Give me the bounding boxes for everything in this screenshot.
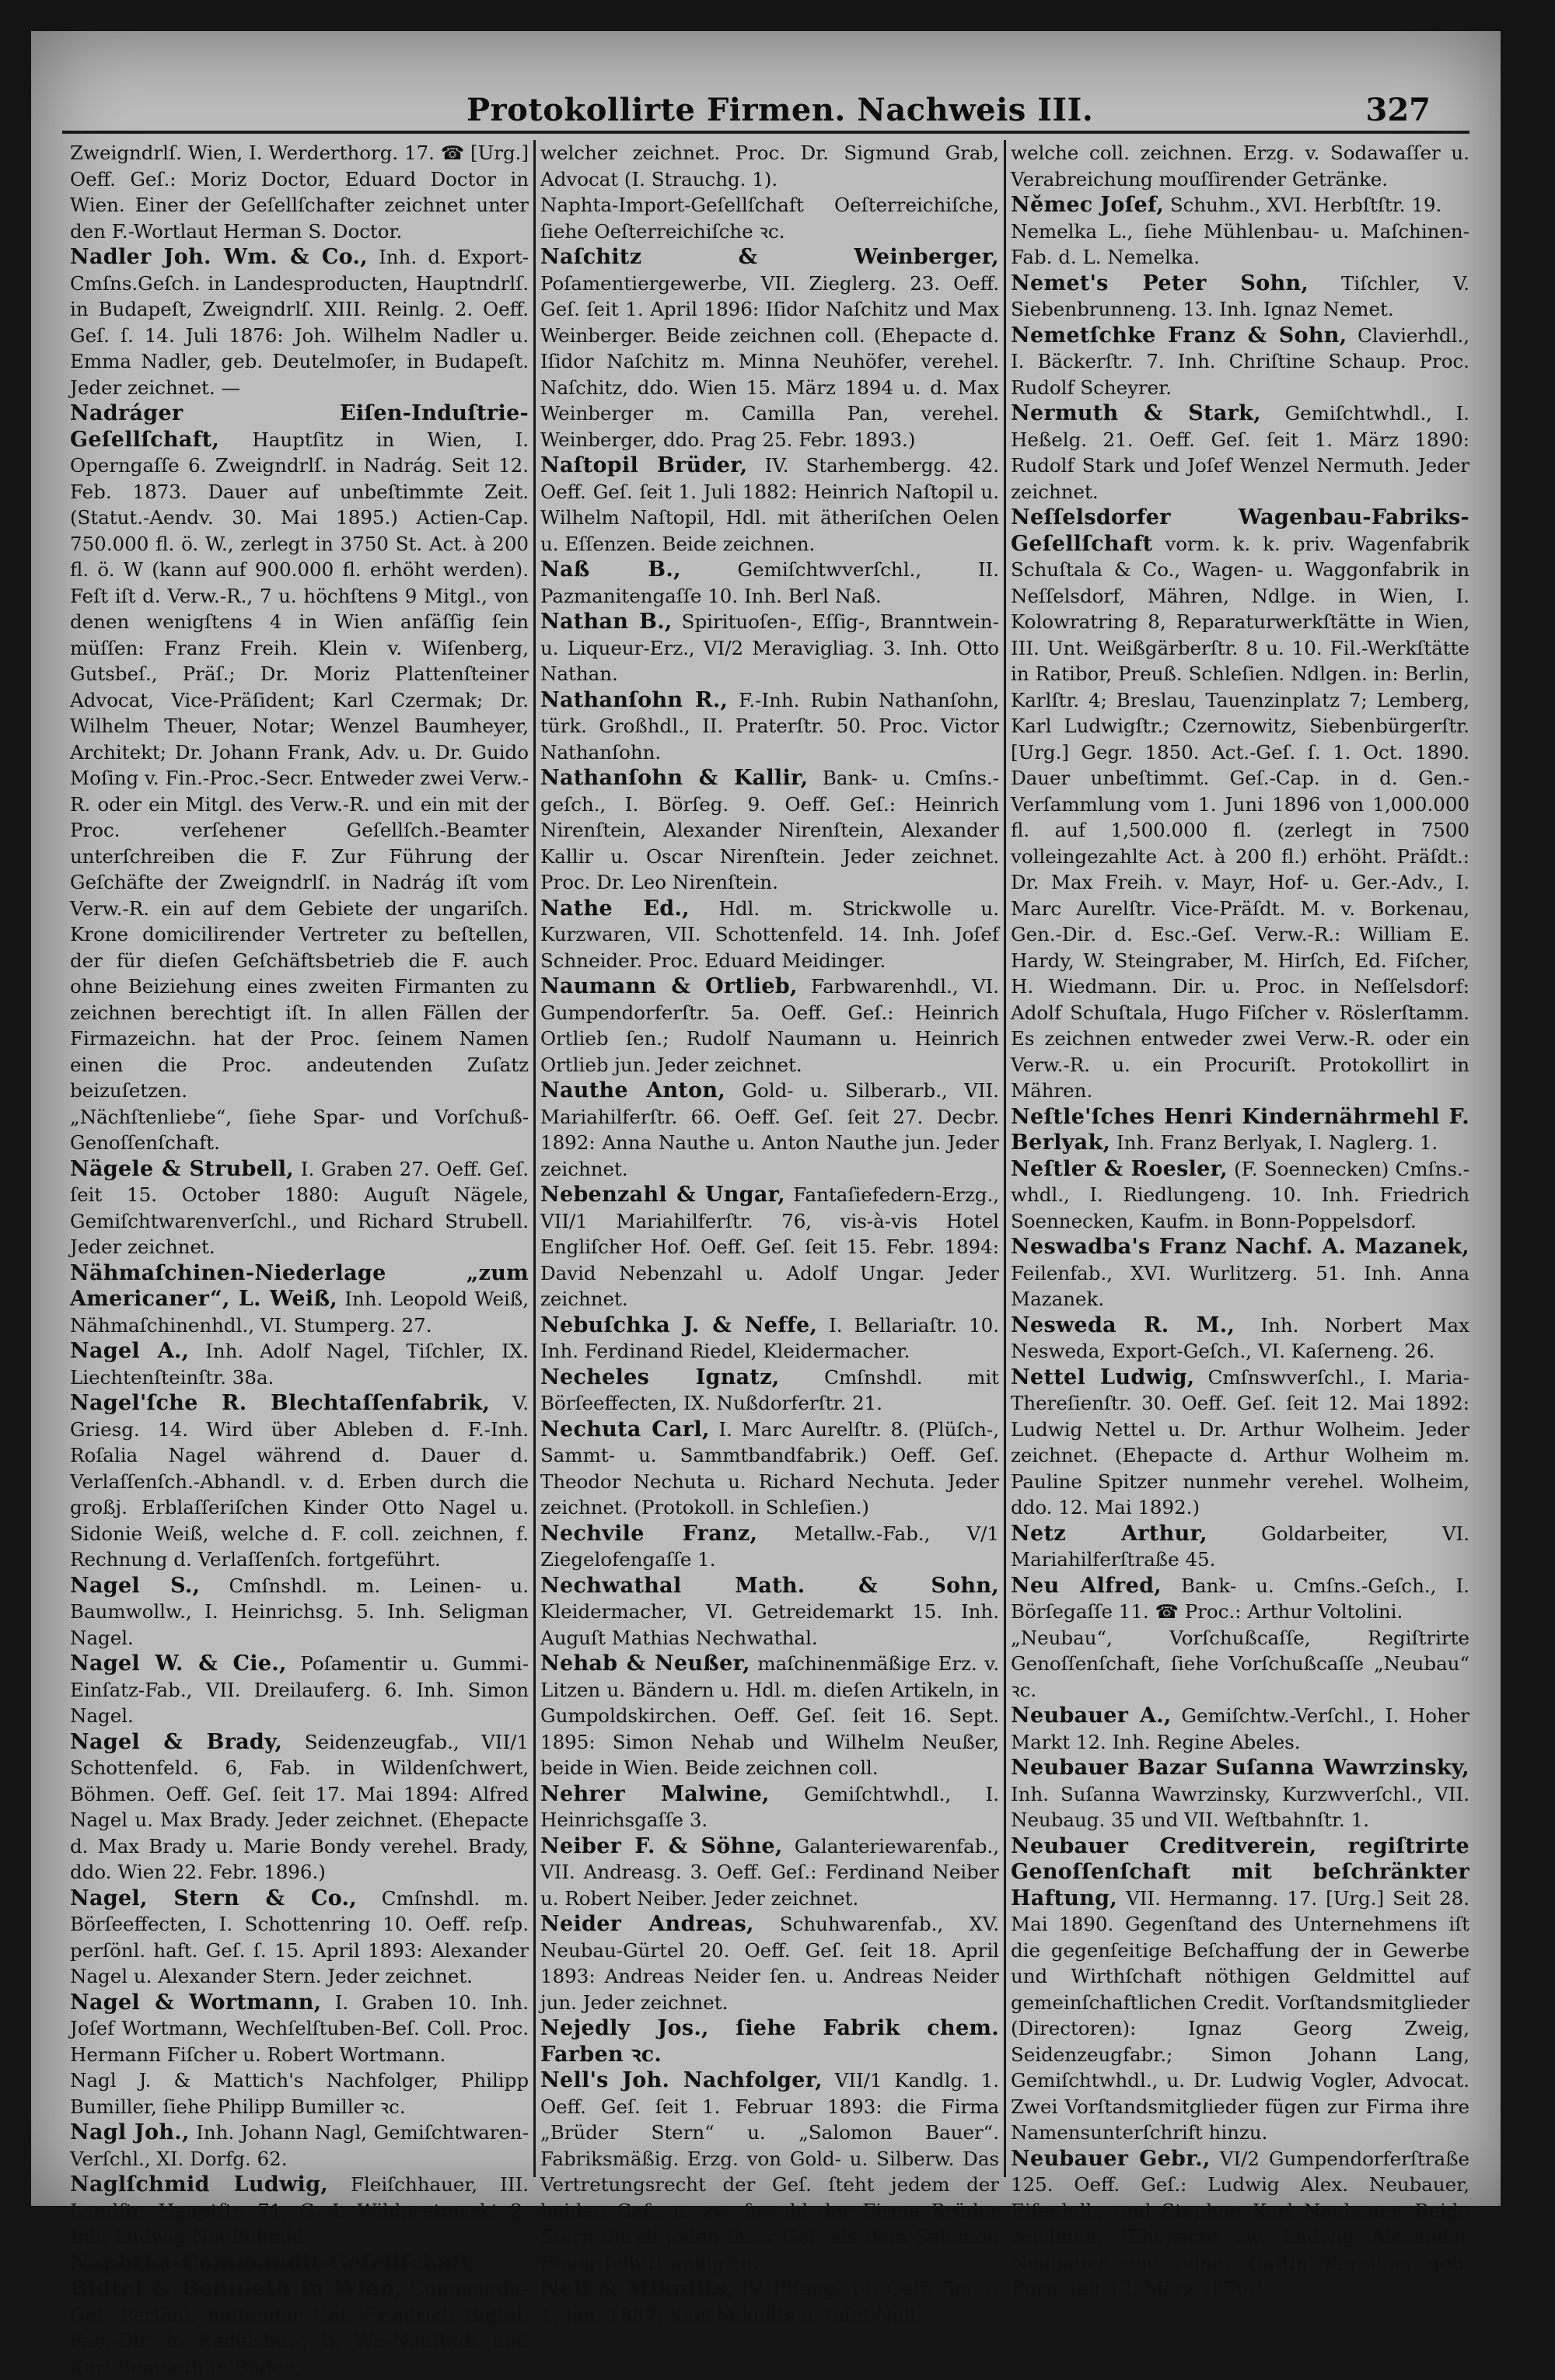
directory-entry [70, 2250, 529, 2380]
entry-detail: Cmſnshdl. m. Leinen- u. Baumwollw., I. Heinrichsg. 5. Inh. Seligman Nagel. [70, 1574, 529, 1649]
firm-name: Němec Joſef, [1011, 193, 1164, 217]
directory-entry [70, 1156, 529, 1260]
directory-entry [70, 2120, 529, 2172]
firm-name: Nemet's Peter Sohn, [1011, 271, 1309, 295]
firm-name: Nagel A., [70, 1339, 189, 1363]
directory-entry [1011, 1625, 1469, 1704]
directory-entry [1011, 2146, 1469, 2302]
entry-detail: Inh. Adolf Nagel, Tiſchler, IX. Liechtenſteinſtr. 38a. [70, 1340, 529, 1389]
column-separator [1004, 140, 1006, 2177]
directory-entry [540, 2276, 999, 2328]
directory-entry [70, 1885, 529, 1990]
columns-container [70, 140, 1469, 2177]
directory-entry [540, 1833, 999, 1912]
directory-entry [70, 244, 529, 400]
entry-detail: Inh. d. Export-Cmſns.Geſch. in Landesproducten, Hauptndrlſ. in Budapeſt, Zweigndrlſ. XIII. Reinlg. 2. Oeff. Geſ. ſ. 14. Juli 1876: Joh. Wilhelm Nadler u. Emma Nadler, geb. Deutelmoſer, in Budapeſt. Jeder zeichnet. — [70, 246, 529, 399]
firm-name: Nejedly Jos., ſiehe Fabrik chem. Farben ꝛc. [540, 2016, 999, 2067]
directory-entry [1011, 323, 1469, 401]
entry-detail: Metallw.-Fab., V/1 Ziegelofengaſſe 1. [540, 1522, 999, 1571]
firm-name: Nechwathal Math. & Sohn, [540, 1574, 999, 1598]
directory-entry [540, 1182, 999, 1312]
directory-entry [540, 244, 999, 453]
entry-detail: I. Graben 10. Inh. Joſef Wortmann, Wechſelſtuben-Beſ. Coll. Proc. Hermann Fiſcher u. Robert Wortmann. [70, 1991, 529, 2066]
firm-name: Nehrer Malwine, [540, 1782, 770, 1806]
directory-entry [1011, 1573, 1469, 1625]
firm-name: Nechuta Carl, [540, 1417, 710, 1442]
firm-name: Netz Arthur, [1011, 1522, 1207, 1546]
entry-detail: Inh. Franz Berlyak, I. Naglerg. 1. [1116, 1131, 1438, 1154]
entry-detail: Inh. Suſanna Wawrzinsky, Kurzwverſchl., VII. Neubaug. 35 und VII. Weſtbahnſtr. 1. [1011, 1783, 1469, 1832]
entry-detail: Nemelka L., ſiehe Mühlenbau- u. Maſchinen-Fab. d. L. Nemelka. [1011, 220, 1469, 269]
entry-detail: Schuhwarenfab., XV. Neubau-Gürtel 20. Oeff. Geſ. ſeit 18. April 1893: Andreas Neider ſen. u. Andreas Neider jun. Jeder zeichnet. [540, 1913, 999, 2014]
firm-name: Nemetſchke Franz & Sohn, [1011, 323, 1347, 348]
column-1 [70, 140, 529, 2177]
directory-entry [1011, 1703, 1469, 1755]
entry-detail: VII. Hermanng. 17. [Urg.] Seit 28. Mai 1890. Gegenſtand des Unternehmens iſt die gegenſeitige Beſchaffung der in Gewerbe und Wirthſchaft nöthigen Geldmittel auf gemeinſchaftlichen Credit. Vorſtandsmitglieder (Directoren): Ignaz Georg Zweig, Seidenzeugfabr.; Simon Johann Lang, Gemiſchtwhdl., u. Dr. Ludwig Vogler, Advocat. Zwei Vorſtandsmitglieder fügen zur Firma ihre Namensunterſchrift hinzu. [1011, 1887, 1469, 2144]
directory-entry [1011, 218, 1469, 271]
entry-detail: F.-Inh. Rubin Nathanſohn, türk. Großhdl., II. Praterſtr. 50. Proc. Victor Nathanſohn. [540, 689, 999, 764]
entry-detail: Naphta-Import-Geſellſchaft Oeſterreichiſche, ſiehe Oeſterreichiſche ꝛc. [540, 194, 999, 243]
directory-entry [540, 1781, 999, 1833]
directory-entry [1011, 505, 1469, 1104]
entry-detail: Nagl J. & Mattich's Nachfolger, Philipp Bumiller, ſiehe Philipp Bumiller ꝛc. [70, 2069, 529, 2118]
firm-name: Nagel W. & Cie., [70, 1651, 287, 1676]
directory-entry [70, 1651, 529, 1729]
entry-detail: Schuhm., XVI. Herbſtſtr. 19. [1170, 194, 1441, 216]
entry-detail: Poſamentiergewerbe, VII. Zieglerg. 23. Oeff. Geſ. ſeit 1. April 1896: Iſidor Naſchitz und Max Weinberger. Beide zeichnen coll. (Ehepacte d. Iſidor Naſchitz m. Minna Neuhöfer, verehel. Naſchitz, ddo. Wien 15. März 1894 u. d. Max Weinberger m. Camilla Pan, verehel. Weinberger, ddo. Prag 25. Febr. 1893.) [540, 272, 999, 451]
firm-name: Nettel Ludwig, [1011, 1365, 1195, 1389]
directory-entry [70, 1729, 529, 1885]
page-number: 327 [1366, 92, 1431, 128]
firm-name: Nähmaſchinen-Niederlage „zum Americaner“, L. Weiß, [70, 1261, 529, 1312]
entry-detail: Gemiſchtwhdl., I. Heßelg. 21. Oeff. Geſ. ſeit 1. März 1890: Rudolf Stark und Joſef Wenzel Nermuth. Jeder zeichnet. [1011, 402, 1469, 503]
entry-detail: Seidenzeugfab., VII/1 Schottenfeld. 6, Fab. in Wildenſchwert, Böhmen. Oeff. Geſ. ſeit 17. Mai 1894: Alfred Nagel u. Max Brady. Jeder zeichnet. (Ehepacte d. Max Brady u. Marie Bondy verehel. Brady, ddo. Wien 22. Febr. 1896.) [70, 1731, 529, 1884]
directory-entry [540, 2067, 999, 2276]
firm-name: Nechvile Franz, [540, 1522, 757, 1546]
directory-entry [540, 687, 999, 766]
entry-detail: Inh. Johann Nagl, Gemiſchtwaren-Verſchl., XI. Dorfg. 62. [70, 2121, 529, 2170]
entry-detail: I. Graben 27. Oeff. Geſ. ſeit 15. October 1880: Auguſt Nägele, Gemiſchtwarenverſchl., und Richard Strubell. Jeder zeichnet. [70, 1158, 529, 1259]
entry-detail: Gemiſchtw.-Verſchl., I. Hoher Markt 12. Inh. Regine Abeles. [1011, 1704, 1469, 1753]
directory-entry [540, 2015, 999, 2067]
firm-name: Naphtha-Commandit-Geſellſchaft Bidtel & Benuleth in Wien, [70, 2251, 471, 2301]
firm-name: Nagel, Stern & Co., [70, 1886, 357, 1910]
page-title: Protokollirte Firmen. Nachweis III. [466, 92, 1093, 128]
firm-name: Neubauer Creditverein, regiſtrirte Genoſſenſchaft mit beſchränkter Haftung, [1011, 1834, 1469, 1910]
directory-entry [540, 1417, 999, 1521]
directory-entry [1011, 1833, 1469, 2146]
firm-name: Nagl Joh., [70, 2120, 190, 2144]
entry-detail: welcher zeichnet. Proc. Dr. Sigmund Grab, Advocat (I. Strauchg. 1). [540, 142, 999, 190]
firm-name: Naumann & Ortlieb, [540, 974, 798, 998]
directory-entry [540, 453, 999, 557]
entry-detail: Kleidermacher, VI. Getreidemarkt 15. Inh. Auguſt Mathias Nechwathal. [540, 1600, 999, 1649]
entry-detail: „Neubau“, Vorſchußcaſſe, Regiſtrirte Genoſſenſchaft, ſiehe Vorſchußcaſſe „Neubau“ ꝛc. [1011, 1627, 1469, 1701]
firm-name: Neu Alfred, [1011, 1574, 1162, 1598]
entry-detail: I. Marc Aurelſtr. 8. (Plüſch-, Sammt- u. Sammtbandfabrik.) Oeff. Geſ. Theodor Nechuta u. Richard Nechuta. Jeder zeichnet. (Protokoll. in Schleſien.) [540, 1418, 999, 1519]
firm-name: Nebuſchka J. & Neffe, [540, 1313, 817, 1337]
directory-entry [540, 1911, 999, 2015]
entry-detail: Hauptſitz in Wien, I. Operngaſſe 6. Zweigndrlſ. in Nadrág. Seit 12. Feb. 1873. Dauer auf unbeſtimmte Zeit. (Statut.-Aendv. 30. Mai 1895.) Actien-Cap. 750.000 fl. ö. W., zerlegt in 3750 St. Act. à 200 fl. ö. W (kann auf 900.000 fl. erhöht werden). Feſt iſt d. Verw.-R., 7 u. höchſtens 9 Mitgl., von denen wenigſtens 4 in Wien anſäſſig ſein müſſen: Franz Freih. Klein v. Wiſenberg, Gutsbeſ., Präſ.; Dr. Moriz Plattenſteiner Advocat, Vice-Präſident; Karl Czermak; Dr. Wilhelm Theuer, Notar; Wenzel Baumheyer, Architekt; Dr. Johann Frank, Adv. u. Dr. Guido Moſing v. Fin.-Proc.-Secr. Entweder zwei Verw.-R. oder ein Mitgl. des Verw.-R. und ein mit der Proc. verſehener Geſellſch.-Beamter unterſchreiben die F. Zur Führung der Geſchäfte der Zweigndrlſ. in Nadrág iſt vom Verw.-R. ein auf dem Gebiete der ungariſch. Krone domicilirender Vertreter zu beſtellen, der für dieſen Geſchäftsbetrieb die F. auch ohne Beiziehung eines zweiten Firmanten zu zeichnen berechtigt iſt. In allen Fällen der Firmazeichn. hat der Proc. ſeinem Namen einen die Proc. andeutenden Zuſatz beizuſetzen. [70, 428, 529, 1103]
entry-detail: Hdl. m. Strickwolle u. Kurzwaren, VII. Schottenfeld. 14. Inh. Joſef Schneider. Proc. Eduard Meidinger. [540, 897, 999, 972]
entry-detail: VI/2 Gumpendorferſtraße 125. Oeff. Geſ.: Ludwig Alex. Neubauer, Eiſenhdl., und Stephan Karl Neubauer. Beide zeichnen. (Ehepacte zw. Ludwig Alexander Neubauer und ſeiner Gattin Karoline, geb. Born, ſeit 12. März 1876.) [1011, 2148, 1469, 2301]
firm-name: Neſſelsdorfer Wagenbau-Fabriks-Geſellſchaft [1011, 505, 1469, 556]
document-page [31, 31, 1501, 2206]
entry-detail: V. Griesg. 14. Wird über Ableben d. F.-Inh. Roſalia Nagel während d. Dauer d. Verlaſſenſch.-Abhandl. v. d. Erben durch die großj. Erblaſſeriſchen Kinder Otto Nagel u. Sidonie Weiß, welche d. F. coll. zeichnen, f. Rechnung d. Verlaſſenſch. fortgeführt. [70, 1392, 529, 1571]
firm-name: Nathe Ed., [540, 896, 690, 921]
entry-detail: Gold- u. Silberarb., VII. Mariahilferſtr. 66. Oeff. Geſ. ſeit 27. Decbr. 1892: Anna Nauthe u. Anton Nauthe jun. Jeder zeichnet. [540, 1079, 999, 1180]
firm-name: Neubauer A., [1011, 1704, 1172, 1728]
directory-entry [70, 140, 529, 244]
directory-entry [70, 2172, 529, 2250]
entry-detail: Feilenfab., XVI. Wurlitzerg. 51. Inh. Anna Mazanek. [1011, 1262, 1469, 1311]
directory-entry [540, 1078, 999, 1182]
directory-entry [70, 2067, 529, 2120]
directory-entry [70, 1390, 529, 1573]
directory-entry [1011, 140, 1469, 192]
firm-name: Neſtle'ſches Henri Kindernährmehl F. Berlyak, [1011, 1105, 1469, 1155]
entry-detail: IV. Starhembergg. 42. Oeff. Geſ. ſeit 1. Juli 1882: Heinrich Naſtopil u. Wilhelm Naſtopil, Hdl. mit ätheriſchen Oelen u. Eſſenzen. Beide zeichnen. [540, 454, 999, 555]
directory-entry [1011, 1521, 1469, 1573]
entry-detail: Inh. Norbert Max Nesweda, Export-Geſch., VI. Kaſerneng. 26. [1011, 1314, 1469, 1363]
column-3 [1011, 140, 1469, 2177]
directory-entry [70, 400, 529, 1104]
firm-name: Nadler Joh. Wm. & Co., [70, 245, 368, 269]
entry-detail: Fleiſchhauer, III. Landſtr. Hauptſtr. 71, G. I. Wildpretmarkt 2. Inh. Ludwig Naglſchmid. [70, 2173, 529, 2248]
firm-name: Nauthe Anton, [540, 1078, 725, 1103]
entry-detail: Gemiſchtwverſchl., II. Pazmanitengaſſe 10. Inh. Berl Naß. [540, 558, 999, 607]
firm-name: Nadráger Eiſen-Induſtrie-Geſellſchaft, [70, 401, 529, 452]
firm-name: Naſtopil Brüder, [540, 453, 748, 477]
directory-entry [540, 1651, 999, 1781]
directory-entry [70, 1573, 529, 1651]
entry-detail: Clavierhdl., I. Bäckerſtr. 7. Inh. Chriſtine Schaup. Proc. Rudolf Scheyrer. [1011, 324, 1469, 399]
entry-detail: Bank- u. Cmſns.-geſch., I. Börſeg. 9. Oeff. Geſ.: Heinrich Nirenſtein, Alexander Nirenſtein, Alexander Kallir u. Oscar Nirenſtein. Jeder zeichnet. Proc. Dr. Leo Nirenſtein. [540, 767, 999, 893]
directory-entry [1011, 192, 1469, 218]
entry-detail: Cmſnswverſchl., I. Maria-Thereſienſtr. 30. Oeff. Geſ. ſeit 12. Mai 1892: Ludwig Nettel u. Dr. Arthur Wolheim. Jeder zeichnet. (Ehepacte d. Arthur Wolheim m. Pauline Spitzer nunmehr verehel. Wolheim, ddo. 12. Mai 1892.) [1011, 1366, 1469, 1519]
firm-name: Nebenzahl & Ungar, [540, 1183, 785, 1207]
column-separator [533, 140, 536, 2177]
directory-entry [70, 1104, 529, 1156]
directory-entry [540, 896, 999, 974]
directory-entry [70, 1260, 529, 1339]
entry-detail: vorm. k. k. priv. Wagenfabrik Schuſtala & Co., Wagen- u. Waggonfabrik in Neſſelsdorf, Mähren, Ndlge. in Wien, I. Kolowratring 8, Reparaturwerkſtätte in Wien, III. Unt. Weißgärberſtr. 8 u. 10. Fil.-Werkſtätte in Ratibor, Preuß. Schleſien. Ndlgen. in: Berlin, Karlſtr. 4; Breslau, Tauenzinplatz 7; Lemberg, Karl Ludwigſtr.; Czernowitz, Siebenbürgerſtr. [Urg.] Gegr. 1850. Act.-Geſ. ſ. 1. Oct. 1890. Dauer unbeſtimmt. Geſ.-Cap. in d. Gen.-Verſammlung vom 1. Juni 1896 von 1,000.000 fl. auf 1,500.000 fl. (zerlegt in 7500 volleingezahlte Act. à 200 fl.) erhöht. Präſdt.: Dr. Max Freih. v. Mayr, Hof- u. Ger.-Adv., I. Marc Aurelſtr. Vice-Präſdt. M. v. Borkenau, Gen.-Dir. d. Esc.-Geſ. Verw.-R.: William E. Hardy, W. Steingraber, M. Hirſch, Ed. Fiſcher, H. Wiedmann. Dir. u. Proc. in Neſſelsdorf: Adolf Schuſtala, Hugo Fiſcher v. Röslerſtamm. Es zeichnen entweder zwei Verw.-R. oder ein Verw.-R. u. ein Procuriſt. Protokollirt in Mähren. [1011, 533, 1469, 1103]
entry-detail: I. Bellariaſtr. 10. Inh. Ferdinand Riedel, Kleidermacher. [540, 1314, 999, 1363]
firm-name: Neubauer Bazar Suſanna Wawrzinsky, [1011, 1756, 1469, 1780]
entry-detail: Zweigndrlſ. Wien, I. Werderthorg. 17. ☎ [Urg.] Oeff. Geſ.: Moriz Doctor, Eduard Doctor in Wien. Einer der Geſellſchafter zeichnet unter den F.-Wortlaut Herman S. Doctor. [70, 142, 529, 243]
directory-entry [1011, 1234, 1469, 1312]
entry-detail: Inh. Leopold Weiß, Nähmaſchinenhdl., VI. Stumperg. 27. [70, 1288, 529, 1337]
directory-entry [70, 1338, 529, 1390]
entry-detail: Fantaſiefedern-Erzg., VII/1 Mariahilferſtr. 76, vis-à-vis Hotel Engliſcher Hof. Oeff. Geſ. ſeit 15. Febr. 1894: David Nebenzahl u. Adolf Ungar. Jeder zeichnet. [540, 1183, 999, 1310]
firm-name: Naſchitz & Weinberger, [540, 245, 999, 269]
firm-name: Naß B., [540, 557, 681, 582]
entry-detail: IV. Eiſeng. 14. Oeff. Geſ. ſ. 1. Jan. 1887: Karl Mikulits u. Joſef Nell, [540, 2277, 999, 2326]
firm-name: Necheles Ignatz, [540, 1365, 780, 1389]
firm-name: Nehab & Neußer, [540, 1651, 750, 1676]
firm-name: Nagel S., [70, 1574, 200, 1598]
header-rule [62, 131, 1469, 134]
directory-entry [1011, 1365, 1469, 1521]
entry-detail: „Nächſtenliebe“, ſiehe Spar- und Vorſchuß-Genoſſenſchaft. [70, 1106, 529, 1155]
entry-detail: Cmſnshdl. m. Börſeeffecten, I. Schottenring 10. Oeff. reſp. perſönl. haft. Geſ. ſ. 15. April 1893: Alexander Nagel u. Alexander Stern. Jeder zeichnet. [70, 1887, 529, 1988]
firm-name: Nathanſohn R., [540, 688, 728, 712]
directory-entry [540, 1521, 999, 1573]
firm-name: Neider Andreas, [540, 1912, 754, 1936]
entry-detail: maſchinenmäßige Erz. v. Litzen u. Bändern u. Hdl. m. dieſen Artikeln, in Gumpoldskirchen. Oeff. Geſ. ſeit 16. Sept. 1895: Simon Nehab und Wilhelm Neußer, beide in Wien. Beide zeichnen coll. [540, 1652, 999, 1779]
entry-detail: welche coll. zeichnen. Erzg. v. Sodawaſſer u. Verabreichung mouſſirender Getränke. [1011, 142, 1469, 190]
firm-name: Nagel & Brady, [70, 1730, 282, 1754]
firm-name: Neiber F. & Söhne, [540, 1834, 783, 1858]
entry-detail: Poſamentir u. Gummi-Einſatz-Fab., VII. Dreilauferg. 6. Inh. Simon Nagel. [70, 1652, 529, 1727]
directory-entry [1011, 271, 1469, 323]
firm-name: Nathanſohn & Kallir, [540, 766, 808, 790]
entry-detail: Galanteriewarenfab., VII. Andreasg. 3. Oeff. Geſ.: Ferdinand Neiber u. Robert Neiber. Jeder zeichnet. [540, 1835, 999, 1910]
firm-name: Neſtler & Roesler, [1011, 1157, 1228, 1181]
directory-entry [540, 557, 999, 609]
firm-name: Neubauer Gebr., [1011, 2147, 1211, 2171]
firm-name: Nell & Mikulits, [540, 2277, 734, 2301]
entry-detail: Goldarbeiter, VI. Mariahilferſtraße 45. [1011, 1522, 1469, 1571]
entry-detail: (F. Soennecken) Cmſns.-whdl., I. Riedlungeng. 10. Inh. Friedrich Soennecken, Kaufm. in Bonn-Poppelsdorf. [1011, 1158, 1469, 1232]
directory-entry [70, 1990, 529, 2068]
entry-detail: Commandit-Geſ. Perſönl. haftender Geſ. Friedrich Bidtel, Fab.-Dir. in Radelsburg b. Wr.-Neuſtadt und Karl Benuleth in Baden, [70, 2277, 529, 2378]
entry-detail: Farbwarenhdl., VI. Gumpendorferſtr. 5a. Oeff. Geſ.: Heinrich Ortlieb ſen.; Rudolf Naumann u. Heinrich Ortlieb jun. Jeder zeichnet. [540, 975, 999, 1076]
firm-name: Nesweda R. M., [1011, 1313, 1235, 1337]
directory-entry [540, 1365, 999, 1417]
entry-detail: VII/1 Kandlg. 1. Oeff. Geſ. ſeit 1. Februar 1893: die Firma „Brüder Stern“ u. „Salomon Bauer“. Fabriksmäßig. Erzg. von Gold- u. Silberw. Das Vertretungsrecht der Geſ. ſteht jedem der beiden Geſ., u. zw. ſowohl der Firma Brüder Stern durch jeden ihrer Geſ. als dem Salomon Bauer ſelbſtſtändig zu. [540, 2069, 999, 2274]
entry-detail: Tiſchler, V. Siebenbrunneng. 13. Inh. Ignaz Nemet. [1011, 272, 1469, 321]
directory-entry [540, 140, 999, 192]
firm-name: Nagel'ſche R. Blechtaſſenfabrik, [70, 1391, 490, 1415]
directory-entry [1011, 1312, 1469, 1365]
entry-detail: Spirituoſen-, Eſſig-, Branntwein- u. Liqueur-Erz., VI/2 Meravigliag. 3. Inh. Otto Nathan. [540, 610, 999, 685]
column-2 [540, 140, 999, 2177]
firm-name: Nathan B., [540, 610, 673, 634]
firm-name: Naglſchmid Ludwig, [70, 2172, 328, 2197]
entry-detail: Gemiſchtwhdl., I. Heinrichsgaſſe 3. [540, 1783, 999, 1832]
firm-name: Nägele & Strubell, [70, 1157, 294, 1181]
firm-name: Nermuth & Stark, [1011, 401, 1261, 425]
directory-entry [1011, 1755, 1469, 1833]
directory-entry [540, 1312, 999, 1365]
entry-detail: Bank- u. Cmſns.-Geſch., I. Börſegaſſe 11. ☎ Proc.: Arthur Voltolini. [1011, 1574, 1469, 1623]
directory-entry [540, 973, 999, 1078]
directory-entry [540, 765, 999, 896]
directory-entry [1011, 400, 1469, 505]
directory-entry [1011, 1156, 1469, 1235]
directory-entry [1011, 1104, 1469, 1156]
entry-detail: Cmſnshdl. mit Börſeeffecten, IX. Nußdorferſtr. 21. [540, 1366, 999, 1415]
directory-entry [540, 1573, 999, 1651]
directory-entry [540, 192, 999, 244]
directory-entry [540, 609, 999, 687]
firm-name: Neswadba's Franz Nachf. A. Mazanek, [1011, 1235, 1469, 1259]
firm-name: Nell's Joh. Nachfolger, [540, 2068, 823, 2092]
firm-name: Nagel & Wortmann, [70, 1990, 321, 2015]
